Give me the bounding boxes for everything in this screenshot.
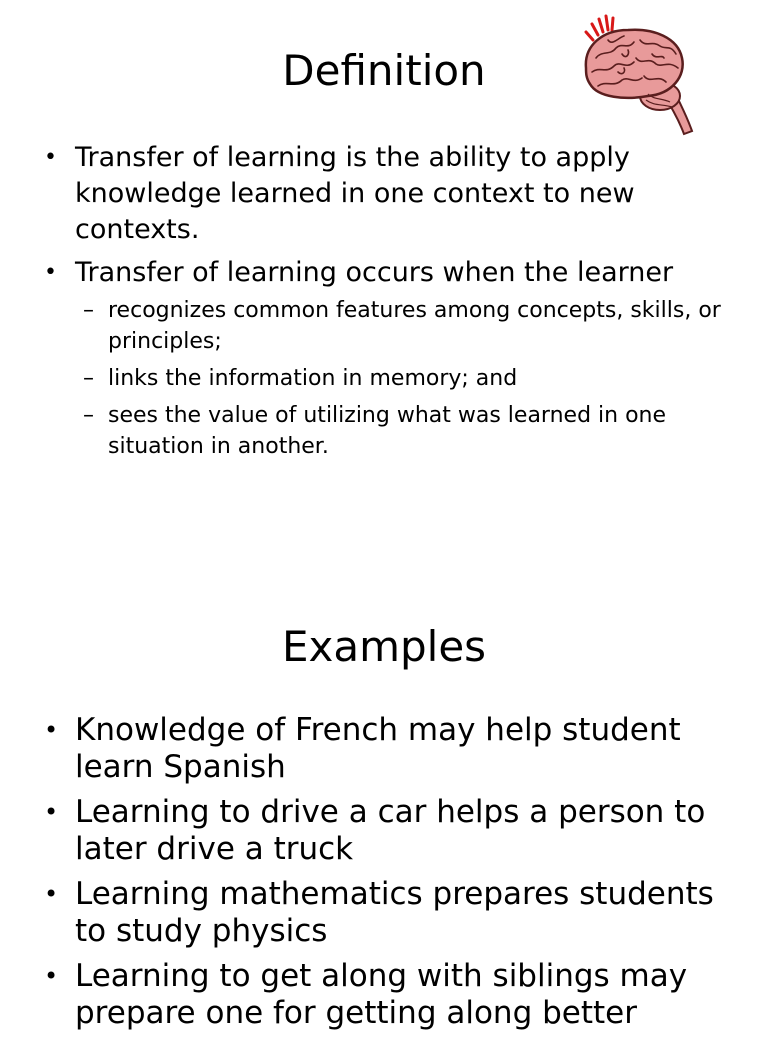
sub-bullet-text: links the information in memory; and [108,366,518,391]
definition-bullet-1 [0,140,768,248]
definition-sub-bullet-2 [75,363,728,394]
examples-slide [0,600,768,1031]
sub-bullet-text: sees the value of utilizing what was learned in one situation in another. [108,403,667,459]
examples-bullet-4 [0,958,768,1032]
bullet-marker: • [44,798,59,826]
sub-bullet-marker: – [83,298,94,323]
examples-title: Examples [281,622,487,671]
examples-bullet-text: Learning to drive a car helps a person to later drive a truck [75,794,706,867]
definition-bullet-text: Transfer of learning occurs when the learner [75,257,674,288]
definition-sub-bullet-list [75,295,728,462]
sub-bullet-marker: – [83,366,94,391]
definition-bullet-text: Transfer of learning is the ability to apply knowledge learned in one context to new contexts. [75,142,635,245]
bullet-marker: • [44,880,59,908]
sub-bullet-marker: – [83,403,94,428]
examples-bullet-2 [0,794,768,868]
bullet-marker: • [44,716,59,744]
examples-bullet-1 [0,712,768,786]
bullet-marker: • [44,145,57,170]
definition-bullet-list [0,140,768,469]
examples-bullet-list [0,712,768,1040]
examples-bullet-3 [0,876,768,950]
sub-bullet-text: recognizes common features among concepts, skills, or principles; [108,298,721,354]
brain-icon [578,10,698,140]
examples-bullet-text: Knowledge of French may help student learn Spanish [75,712,681,785]
definition-bullet-2 [0,255,768,462]
examples-bullet-text: Learning to get along with siblings may prepare one for getting along better [75,958,688,1031]
bullet-marker: • [44,962,59,990]
examples-bullet-text: Learning mathematics prepares students to study physics [75,876,714,949]
definition-sub-bullet-3 [75,400,728,462]
definition-sub-bullet-1 [75,295,728,357]
definition-title: Definition [282,46,486,95]
bullet-marker: • [44,260,57,285]
